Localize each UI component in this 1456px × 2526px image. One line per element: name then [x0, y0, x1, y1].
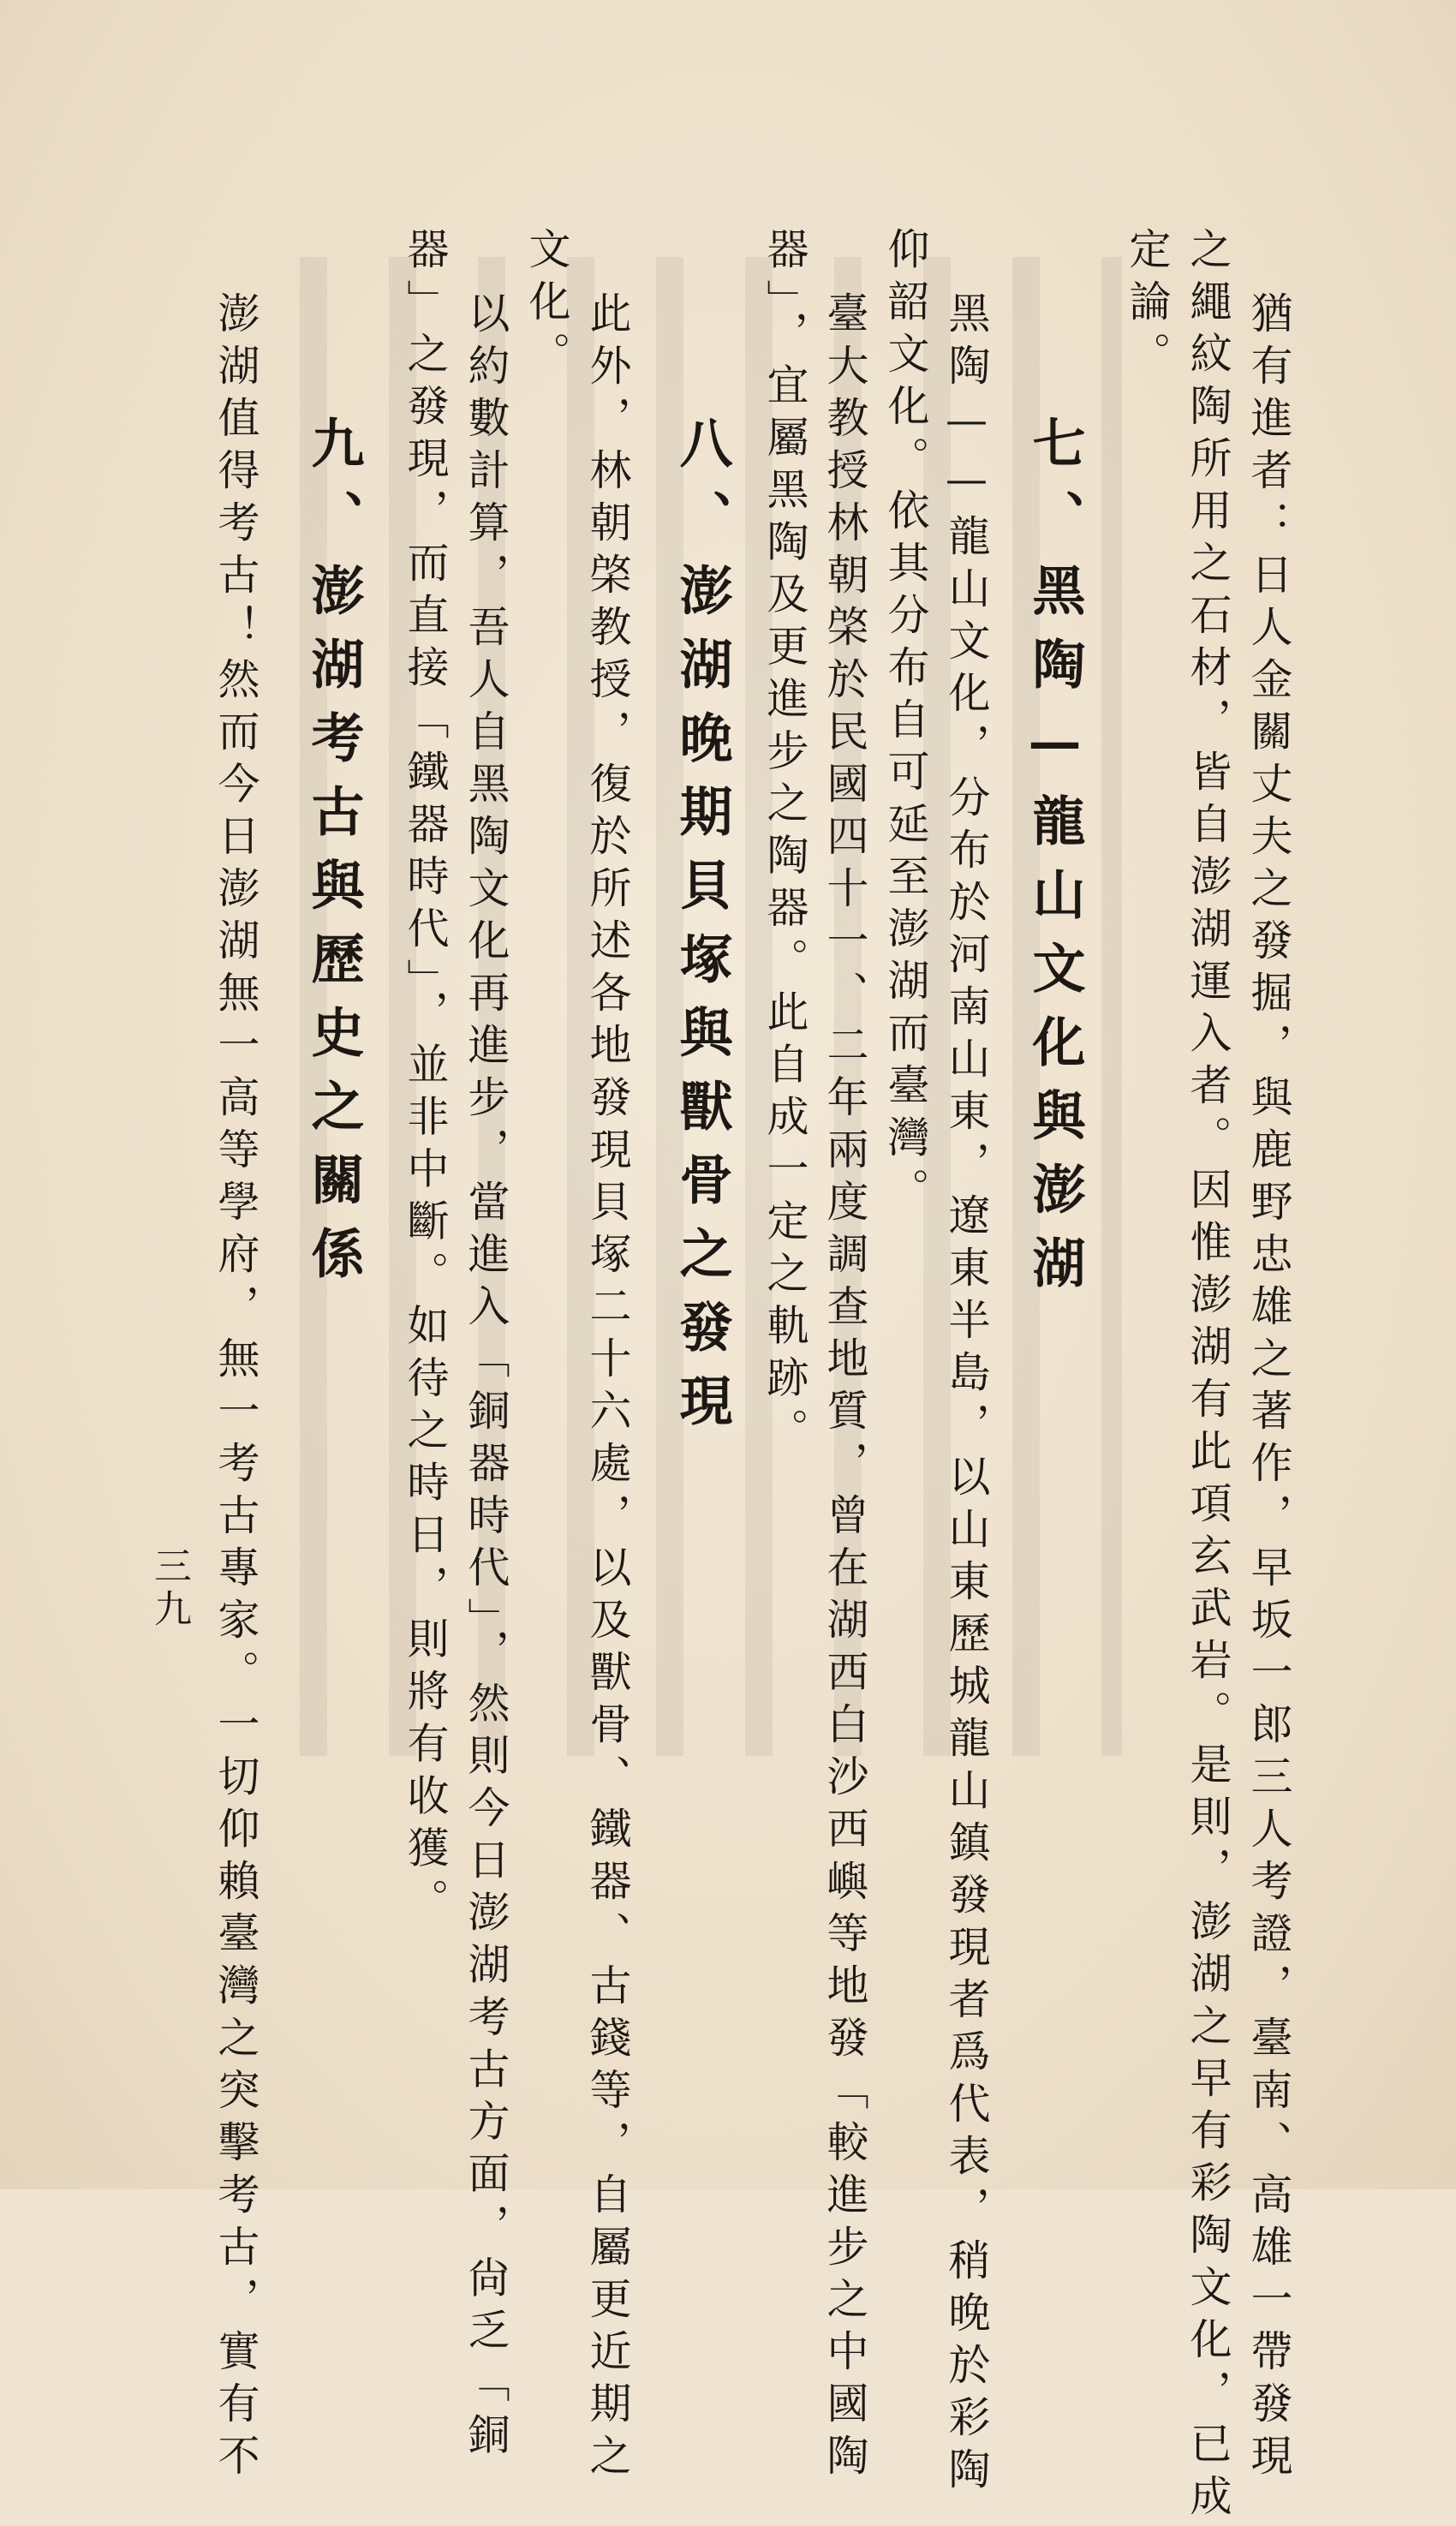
section-heading-7: 七、黑陶—龍山文化與澎湖 — [1023, 415, 1086, 1309]
text-column-1: 猶有進者：日人金關丈夫之發掘，與鹿野忠雄之著作，早坂一郎三人考證，臺南、高雄一帶發現 — [1244, 291, 1293, 2486]
text-column-4: 黑陶——龍山文化，分布於河南山東，遼東半島，以山東歷城龍山鎮發現者爲代表，稍晚於彩陶 — [942, 291, 991, 2499]
text-column-7: 器」，宜屬黑陶及更進步之陶器。此自成一定之軌跡。 — [761, 227, 809, 1460]
text-column-9: 文化。 — [522, 227, 571, 384]
text-column-8: 此外，林朝棨教授，復於所述各地發現貝塚二十六處，以及獸骨、鐵器、古錢等，自屬更近期之 — [583, 291, 632, 2486]
text-column-6: 臺大教授林朝棨於民國四十一、二年兩度調查地質，曾在湖西白沙西嶼等地發「較進步之中國陶 — [820, 291, 869, 2486]
section-heading-9: 九、澎湖考古與歷史之關係 — [302, 415, 365, 1299]
text-column-10: 以約數計算，吾人自黑陶文化再進步，當進入「銅器時代」，然則今日澎湖考古方面，尙乏「銅 — [462, 291, 510, 2465]
page-number: 三九 — [147, 1546, 191, 1632]
text-column-11: 器」之發現，而直接「鐵器時代」，並非中斷。如待之時日，則將有收獲。 — [401, 227, 450, 1931]
text-column-3: 定論。 — [1123, 227, 1172, 384]
text-column-5: 仰韶文化。依其分布自可延至澎湖而臺灣。 — [881, 227, 930, 1220]
text-column-12: 澎湖值得考古！然而今日澎湖無一高等學府，無一考古專家。一切仰賴臺灣之突擊考古，實有不 — [212, 291, 260, 2486]
section-heading-8: 八、澎湖晚期貝塚與獸骨之發現 — [671, 415, 733, 1447]
text-column-2: 之繩紋陶所用之石材，皆自澎湖運入者。因惟澎湖有此項玄武岩。是則，澎湖之早有彩陶文化，已成 — [1184, 227, 1232, 2526]
